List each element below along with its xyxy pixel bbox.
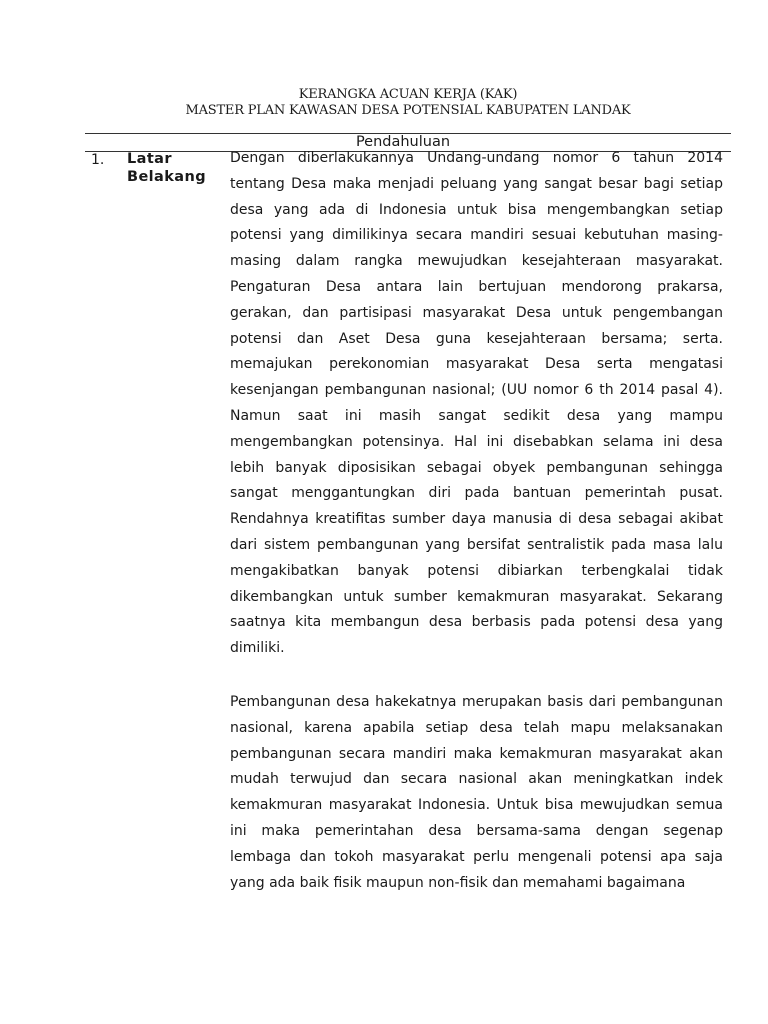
- document-subtitle: MASTER PLAN KAWASAN DESA POTENSIAL KABUPATEN LANDAK: [185, 103, 631, 118]
- body-paragraph: Dengan diberlakukannya Undang-undang nomor 6 tahun 2014 tentang Desa maka menjadi peluang yang sangat besar bagi setiap desa yang ada di Indonesia untuk bisa mengembangkan setiap potensi yang dimilikinya secara mandiri sesuai kebutuhan masing-masing dalam rangka mewujudkan kesejahteraan masyarakat. Pengaturan Desa antara lain bertujuan mendorong prakarsa, gerakan, dan partisipasi masyarakat Desa untuk pengembangan potensi dan Aset Desa guna kesejahteraan bersama; serta. memajukan perekonomian masyarakat Desa serta mengatasi kesenjangan pembangunan nasional; (UU nomor 6 th 2014 pasal 4). Namun saat ini masih sangat sedikit desa yang mampu mengembangkan potensinya. Hal ini disebabkan selama ini desa lebih banyak diposisikan sebagai obyek pembangunan sehingga sangat menggantungkan diri pada bantuan pemerintah pusat. Rendahnya kreatifitas sumber daya manusia di desa sebagai akibat dari sistem pembangunan yang bersifat sentralistik pada masa lalu mengakibatkan banyak potensi dibiarkan terbengkalai tidak dikembangkan untuk sumber kemakmuran masyarakat. Sekarang saatnya kita membangun desa berbasis pada potensi desa yang dimiliki.: [230, 150, 723, 657]
- row-label: Latar Belakang: [127, 151, 206, 185]
- document-title: KERANGKA ACUAN KERJA (KAK): [298, 87, 518, 102]
- row-number: 1.: [91, 152, 105, 168]
- body-paragraph: Pembangunan desa hakekatnya merupakan basis dari pembangunan nasional, karena apabila setiap desa telah mapu melaksanakan pembangunan secara mandiri maka kemakmuran masyarakat akan mudah terwujud dan secara nasional akan meningkatkan indek kemakmuran masyarakat Indonesia. Untuk bisa mewujudkan semua ini maka pemerintahan desa bersama-sama dengan segenap lembaga dan tokoh masyarakat perlu mengenali potensi apa saja yang ada baik fisik maupun non-fisik dan memahami bagaimana: [230, 694, 723, 891]
- section-heading: Pendahuluan: [355, 134, 451, 150]
